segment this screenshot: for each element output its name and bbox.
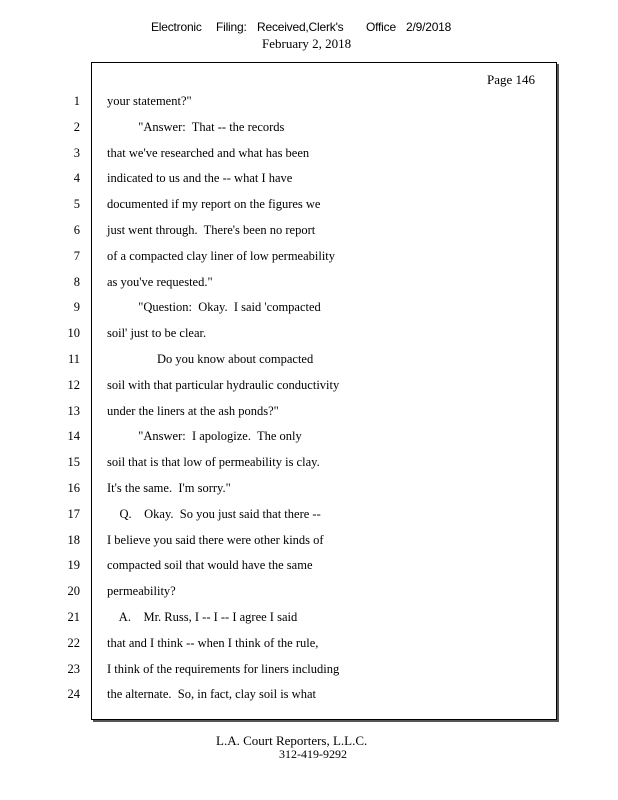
line-text: A. Mr. Russ, I -- I -- I agree I said: [107, 610, 298, 624]
line-text: soil that is that low of permeability is clay.: [107, 455, 320, 470]
line-number: 10: [67, 326, 80, 341]
line-number: 7: [73, 248, 80, 263]
line-number: 5: [73, 197, 80, 212]
filing-word-office: Office: [366, 20, 396, 34]
filing-word-date: 2/9/2018: [406, 20, 452, 34]
line-text: "Answer: I apologize. The only: [107, 429, 302, 444]
line-text: Do you know about compacted: [107, 352, 314, 366]
line-text: that and I think -- when I think of the rule,: [107, 635, 319, 650]
line-text: of a compacted clay liner of low permeability: [107, 248, 336, 263]
line-number: 21: [67, 610, 80, 624]
line-text: I believe you said there were other kinds of: [107, 532, 324, 547]
line-number: 15: [67, 455, 80, 470]
line-number: 24: [67, 687, 80, 702]
line-number: 14: [67, 429, 80, 444]
line-number: 12: [67, 377, 80, 392]
filing-word-electronic: Electronic: [151, 20, 202, 34]
line-number: 2: [73, 119, 80, 134]
line-text: Q. Okay. So you just said that there --: [107, 506, 321, 521]
line-text: that we've researched and what has been: [107, 145, 310, 160]
line-text: compacted soil that would have the same: [107, 558, 313, 573]
line-number: 13: [67, 403, 80, 418]
line-text: permeability?: [107, 584, 176, 599]
line-number: 9: [73, 300, 80, 315]
line-number: 23: [67, 661, 80, 676]
line-text: your statement?": [107, 94, 192, 108]
line-text: "Answer: That -- the records: [107, 119, 285, 134]
line-number: 16: [67, 481, 80, 495]
filing-word-received: Received,Clerk's: [257, 20, 344, 34]
line-text: under the liners at the ash ponds?": [107, 403, 279, 418]
line-number: 4: [73, 171, 80, 186]
line-number: 8: [73, 274, 80, 289]
filing-date: February 2, 2018: [262, 36, 352, 51]
line-text: "Question: Okay. I said 'compacted: [107, 300, 321, 315]
line-text: just went through. There's been no report: [107, 223, 316, 237]
line-text: the alternate. So, in fact, clay soil is what: [107, 687, 316, 702]
line-text: indicated to us and the -- what I have: [107, 171, 293, 186]
line-number: 18: [67, 532, 80, 547]
line-text: I think of the requirements for liners including: [107, 661, 340, 676]
line-text: It's the same. I'm sorry.": [107, 481, 231, 495]
line-number: 19: [67, 558, 80, 573]
line-number: 3: [73, 145, 80, 160]
line-number: 20: [67, 584, 80, 599]
filing-word-filing: Filing:: [216, 20, 247, 34]
footer-reporter: L.A. Court Reporters, L.L.C.: [216, 733, 368, 748]
line-text: soil with that particular hydraulic conductivity: [107, 377, 340, 392]
footer-phone: 312-419-9292: [279, 747, 347, 761]
line-number: 17: [67, 506, 80, 521]
line-number: 11: [67, 352, 80, 366]
line-text: documented if my report on the figures we: [107, 197, 321, 212]
line-number: 6: [73, 223, 80, 237]
page-number: Page 146: [487, 72, 536, 87]
line-text: soil' just to be clear.: [107, 326, 207, 341]
line-number: 1: [73, 94, 80, 108]
line-text: as you've requested.": [107, 274, 213, 289]
line-number: 22: [67, 635, 80, 650]
